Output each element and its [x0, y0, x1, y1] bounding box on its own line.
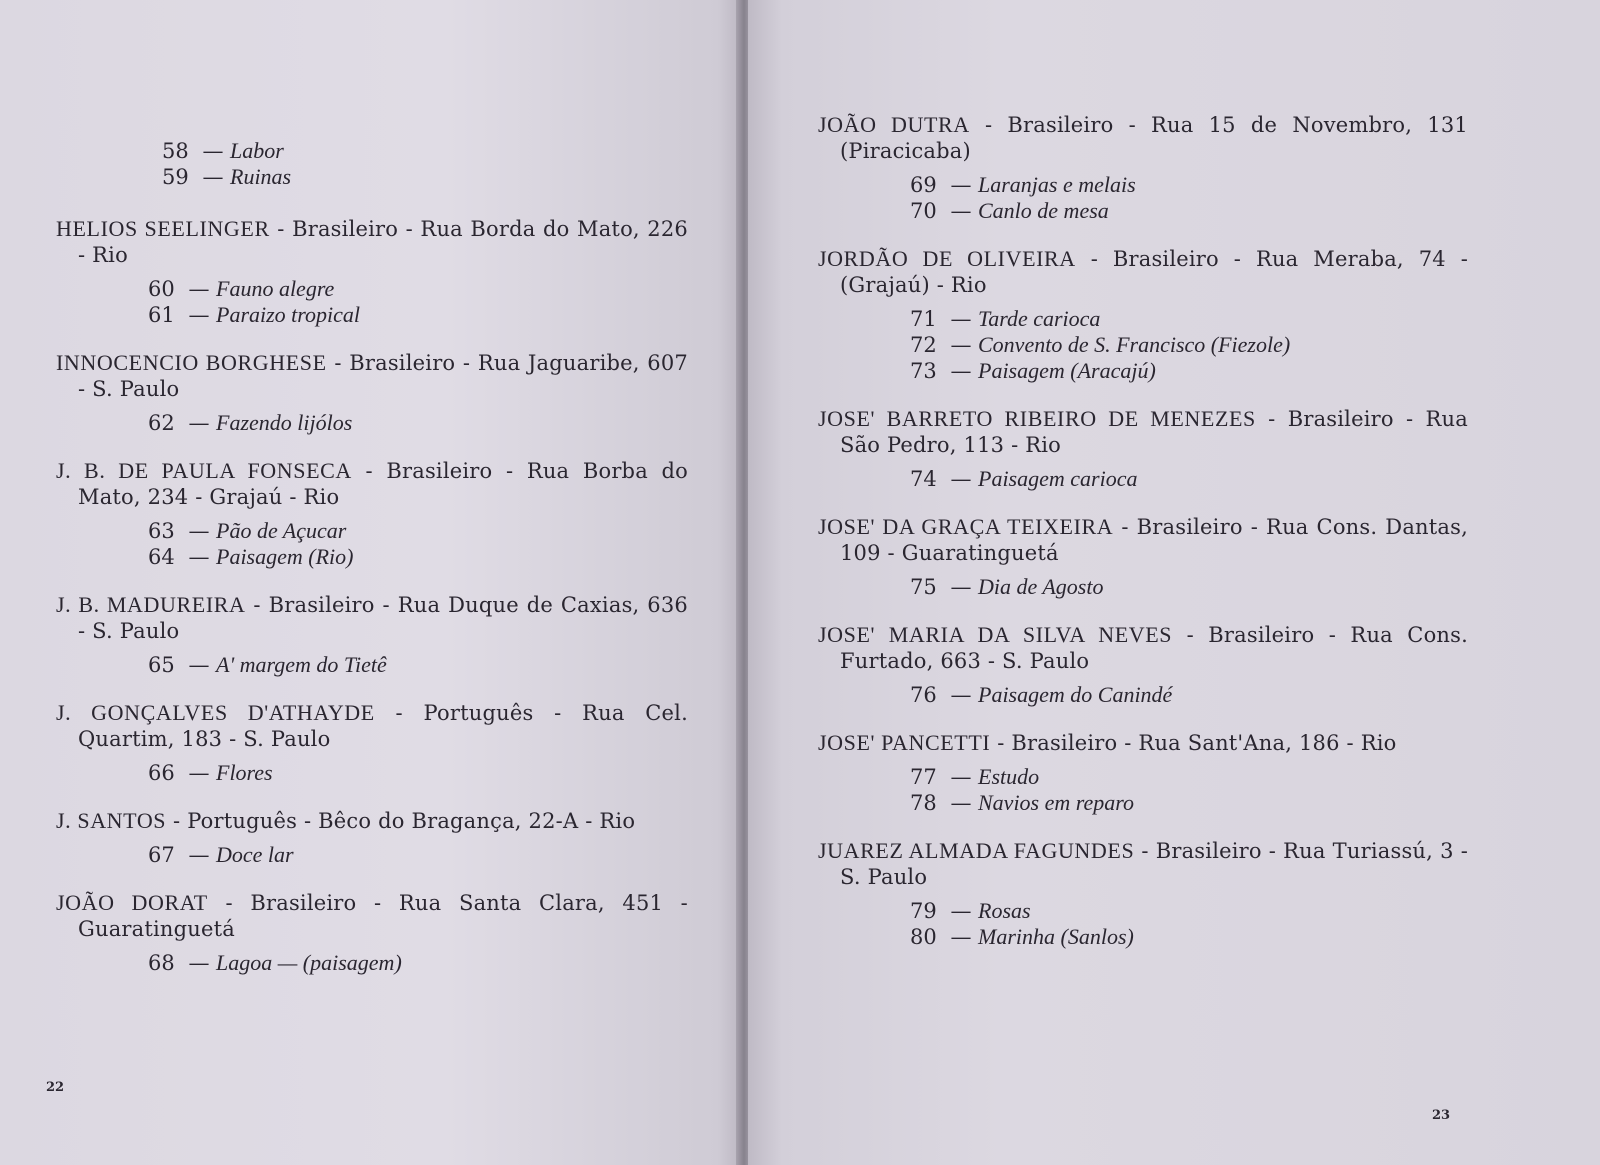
artist-name: J. B. MADUREIRA: [56, 592, 246, 617]
work-number: 65: [148, 653, 175, 677]
artist-name: HELIOS SEELINGER: [56, 216, 270, 241]
work-item: [162, 164, 688, 190]
entry-header: [818, 838, 1468, 890]
work-dash: —: [950, 199, 972, 223]
work-number: 76: [910, 683, 937, 707]
work-dash: —: [188, 545, 210, 569]
work-title: Pão de Açucar: [216, 518, 347, 543]
artist-details: - Português - Bêco do Bragança, 22-A - Rio: [173, 809, 636, 833]
work-number: 67: [148, 843, 175, 867]
page-number: 23: [1432, 1108, 1451, 1123]
work-dash: —: [188, 653, 210, 677]
work-number: 63: [148, 519, 175, 543]
work-item: [910, 306, 1468, 332]
work-dash: —: [188, 843, 210, 867]
work-number: 60: [148, 277, 175, 301]
work-item: [910, 764, 1468, 790]
works-list: [56, 410, 688, 436]
artist-entry: [56, 700, 688, 786]
artist-details: - Brasileiro - Rua São Pedro, 113 - Rio: [840, 407, 1468, 457]
artist-name: JOSE' BARRETO RIBEIRO DE MENEZES: [818, 406, 1256, 431]
work-title: A' margem do Tietê: [216, 652, 387, 677]
entry-header: [818, 246, 1468, 298]
artist-name: JOSE' PANCETTI: [818, 730, 991, 755]
works-list: [818, 682, 1468, 708]
entry-header: [818, 112, 1468, 164]
work-item: [148, 652, 688, 678]
work-item: [148, 518, 688, 544]
work-title: Marinha (Sanlos): [978, 924, 1134, 949]
work-number: 79: [910, 899, 937, 923]
works-list: [818, 466, 1468, 492]
artist-entry: [818, 514, 1468, 600]
entry-header: [56, 216, 688, 268]
work-number: 58: [162, 139, 189, 163]
work-item: [910, 924, 1468, 950]
works-list: [818, 574, 1468, 600]
artist-details: - Brasileiro - Rua Borba do Mato, 234 - Grajaú - Rio: [78, 459, 688, 509]
entry-header: [56, 350, 688, 402]
work-dash: —: [950, 467, 972, 491]
work-title: Lagoa — (paisagem): [216, 950, 402, 975]
works-list: [56, 276, 688, 328]
works-list: [818, 898, 1468, 950]
entry-header: [818, 622, 1468, 674]
work-title: Paisagem carioca: [978, 466, 1138, 491]
work-dash: —: [188, 951, 210, 975]
artist-entry: [818, 112, 1468, 224]
work-dash: —: [950, 683, 972, 707]
work-title: Flores: [216, 760, 273, 785]
work-dash: —: [188, 519, 210, 543]
artist-entry: [818, 246, 1468, 384]
work-item: [148, 302, 688, 328]
work-number: 77: [910, 765, 937, 789]
work-number: 80: [910, 925, 937, 949]
work-dash: —: [950, 333, 972, 357]
work-title: Tarde carioca: [978, 306, 1101, 331]
work-item: [148, 410, 688, 436]
artist-details: - Brasileiro - Rua Duque de Caxias, 636 - S. Paulo: [78, 593, 688, 643]
work-dash: —: [950, 307, 972, 331]
work-item: [910, 682, 1468, 708]
entry-header: [818, 514, 1468, 566]
work-dash: —: [950, 925, 972, 949]
artist-entry: [56, 890, 688, 976]
entry-header: [56, 890, 688, 942]
artist-entry: [56, 458, 688, 570]
work-item: [148, 842, 688, 868]
artist-name: JUAREZ ALMADA FAGUNDES: [818, 838, 1135, 863]
work-dash: —: [950, 899, 972, 923]
artist-name: J. SANTOS: [56, 808, 167, 833]
artist-entry: [56, 216, 688, 328]
artist-details: - Brasileiro - Rua Jaguaribe, 607 - S. Paulo: [78, 351, 688, 401]
right-page: [748, 0, 1600, 1165]
entry-header: [56, 458, 688, 510]
work-item: [910, 466, 1468, 492]
artist-details: - Brasileiro - Rua Cons. Furtado, 663 - S. Paulo: [840, 623, 1468, 673]
entry-header: [56, 592, 688, 644]
work-number: 72: [910, 333, 937, 357]
work-title: Canlo de mesa: [978, 198, 1109, 223]
work-title: Paisagem (Rio): [216, 544, 354, 569]
artist-name: JOÃO DORAT: [56, 890, 208, 915]
artist-entry: [818, 622, 1468, 708]
work-item: [148, 276, 688, 302]
artist-entry: [56, 592, 688, 678]
work-dash: —: [188, 303, 210, 327]
work-dash: —: [188, 761, 210, 785]
artist-details: - Brasileiro - Rua Meraba, 74 - (Grajaú) - Rio: [840, 247, 1468, 297]
left-page: [0, 0, 740, 1165]
work-item: [148, 544, 688, 570]
work-title: Laranjas e melais: [978, 172, 1136, 197]
artist-details: - Brasileiro - Rua Cons. Dantas, 109 - Guaratinguetá: [840, 515, 1468, 565]
continued-works: [56, 138, 688, 190]
work-number: 75: [910, 575, 937, 599]
work-title: Dia de Agosto: [978, 574, 1104, 599]
artist-entry: [56, 350, 688, 436]
work-title: Navios em reparo: [978, 790, 1135, 815]
works-list: [56, 950, 688, 976]
works-list: [56, 518, 688, 570]
works-list: [56, 842, 688, 868]
work-dash: —: [202, 165, 224, 189]
work-dash: —: [950, 359, 972, 383]
artist-details: - Brasileiro - Rua Borda do Mato, 226 - Rio: [78, 217, 688, 267]
right-entries: [818, 112, 1468, 972]
artist-entry: [56, 808, 688, 868]
artist-name: J. B. DE PAULA FONSECA: [56, 458, 352, 483]
work-title: Fauno alegre: [216, 276, 335, 301]
work-item: [910, 332, 1468, 358]
works-list: [56, 652, 688, 678]
work-dash: —: [950, 173, 972, 197]
artist-details: - Brasileiro - Rua Turiassú, 3 - S. Paulo: [840, 839, 1468, 889]
artist-details: - Brasileiro - Rua Sant'Ana, 186 - Rio: [997, 731, 1397, 755]
work-title: Ruinas: [230, 164, 292, 189]
work-item: [148, 950, 688, 976]
works-list: [56, 760, 688, 786]
work-item: [910, 198, 1468, 224]
work-number: 74: [910, 467, 937, 491]
work-title: Paisagem do Canindé: [978, 682, 1173, 707]
work-number: 78: [910, 791, 937, 815]
work-title: Estudo: [978, 764, 1040, 789]
work-item: [162, 138, 688, 164]
artist-name: JOSE' DA GRAÇA TEIXEIRA: [818, 514, 1114, 539]
work-dash: —: [202, 139, 224, 163]
work-item: [148, 760, 688, 786]
work-item: [910, 574, 1468, 600]
work-title: Paraizo tropical: [216, 302, 361, 327]
artist-entry: [818, 730, 1468, 816]
artist-name: JOSE' MARIA DA SILVA NEVES: [818, 622, 1173, 647]
work-dash: —: [950, 791, 972, 815]
work-title: Rosas: [978, 898, 1031, 923]
work-title: Fazendo lijólos: [216, 410, 353, 435]
artist-details: - Brasileiro - Rua 15 de Novembro, 131 (Piracicaba): [840, 113, 1468, 163]
work-dash: —: [950, 575, 972, 599]
work-item: [910, 172, 1468, 198]
work-title: Paisagem (Aracajú): [978, 358, 1156, 383]
entry-header: [56, 700, 688, 752]
work-item: [910, 898, 1468, 924]
work-item: [910, 358, 1468, 384]
works-list: [818, 764, 1468, 816]
page-number: 22: [46, 1080, 65, 1095]
entry-header: [56, 808, 688, 834]
work-number: 73: [910, 359, 937, 383]
entry-header: [818, 406, 1468, 458]
works-list: [818, 306, 1468, 384]
artist-entry: [818, 406, 1468, 492]
work-title: Convento de S. Francisco (Fiezole): [978, 332, 1291, 357]
artist-name: J. GONÇALVES D'ATHAYDE: [56, 700, 375, 725]
work-number: 62: [148, 411, 175, 435]
work-item: [910, 790, 1468, 816]
work-number: 59: [162, 165, 189, 189]
artist-entry: [818, 838, 1468, 950]
work-number: 69: [910, 173, 937, 197]
entry-header: [818, 730, 1468, 756]
work-title: Labor: [230, 138, 284, 163]
works-list: [818, 172, 1468, 224]
artist-name: INNOCENCIO BORGHESE: [56, 350, 327, 375]
work-number: 70: [910, 199, 937, 223]
work-dash: —: [188, 411, 210, 435]
artist-details: - Brasileiro - Rua Santa Clara, 451 - Guaratinguetá: [78, 891, 688, 941]
left-entries: [56, 138, 688, 998]
artist-name: JOÃO DUTRA: [818, 112, 970, 137]
work-dash: —: [950, 765, 972, 789]
work-number: 64: [148, 545, 175, 569]
artist-details: - Português - Rua Cel. Quartim, 183 - S. Paulo: [78, 701, 688, 751]
work-title: Doce lar: [216, 842, 294, 867]
work-number: 61: [148, 303, 175, 327]
work-number: 68: [148, 951, 175, 975]
work-number: 66: [148, 761, 175, 785]
work-number: 71: [910, 307, 937, 331]
artist-name: JORDÃO DE OLIVEIRA: [818, 246, 1076, 271]
work-dash: —: [188, 277, 210, 301]
